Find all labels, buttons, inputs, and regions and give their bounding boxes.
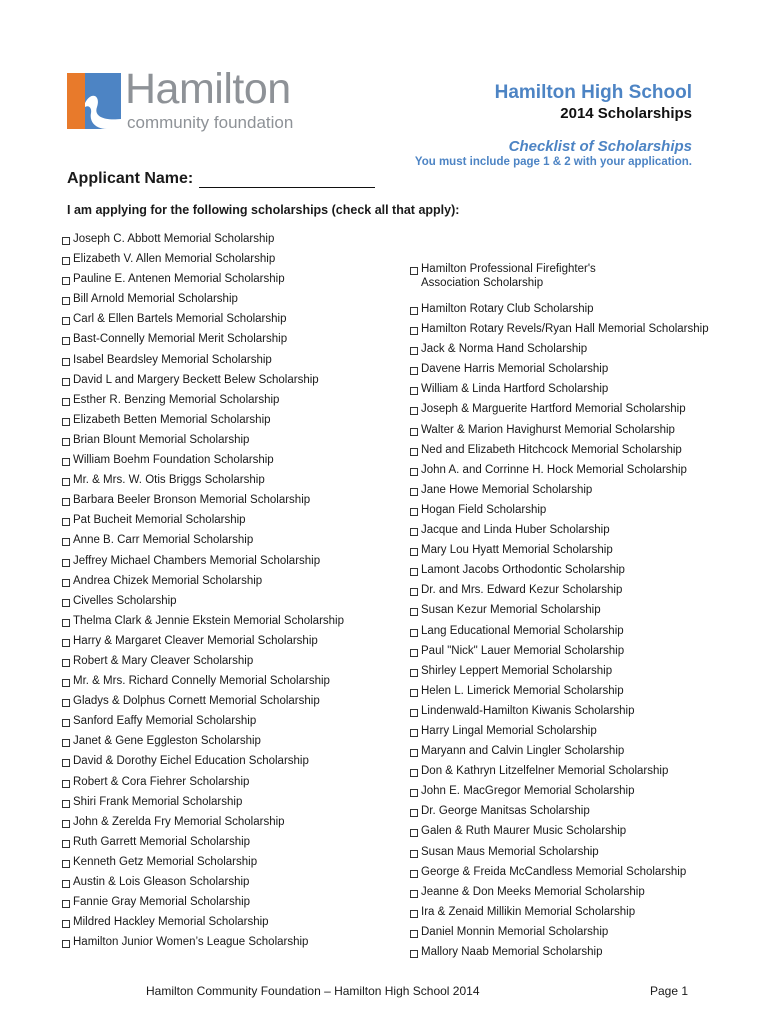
scholarship-year: 2014 Scholarships <box>560 105 692 122</box>
scholarship-label: Jeffrey Michael Chambers Memorial Scholarship <box>73 554 321 567</box>
scholarship-label: Mr. & Mrs. Richard Connelly Memorial Scholarship <box>73 675 330 688</box>
scholarship-checkbox[interactable] <box>62 739 70 747</box>
scholarship-label: Susan Maus Memorial Scholarship <box>421 845 599 858</box>
scholarship-label: Barbara Beeler Bronson Memorial Scholarship <box>73 494 311 507</box>
logo-mark-icon <box>67 73 121 129</box>
scholarship-checkbox[interactable] <box>62 559 70 567</box>
scholarship-checkbox[interactable] <box>410 689 418 697</box>
scholarship-label: Esther R. Benzing Memorial Scholarship <box>73 393 280 406</box>
scholarship-checkbox[interactable] <box>62 257 70 265</box>
scholarship-label: Ruth Garrett Memorial Scholarship <box>73 835 251 848</box>
scholarship-checkbox[interactable] <box>62 358 70 366</box>
scholarship-label: Bast-Connelly Memorial Merit Scholarship <box>73 333 288 346</box>
applicant-name-row <box>67 170 375 188</box>
scholarship-label: Isabel Beardsley Memorial Scholarship <box>73 353 272 366</box>
scholarship-checkbox[interactable] <box>410 829 418 837</box>
school-title: Hamilton High School <box>494 82 692 103</box>
scholarship-label: William Boehm Foundation Scholarship <box>73 454 274 467</box>
include-pages-note: You must include page 1 & 2 with your application. <box>414 156 692 168</box>
scholarship-checkbox[interactable] <box>62 759 70 767</box>
scholarship-checkbox[interactable] <box>410 448 418 456</box>
scholarship-label: Thelma Clark & Jennie Ekstein Memorial Scholarship <box>73 614 344 627</box>
logo-name: Hamilton <box>125 65 291 113</box>
scholarship-label: Shirley Leppert Memorial Scholarship <box>421 664 613 677</box>
scholarship-label: Lang Educational Memorial Scholarship <box>421 624 624 637</box>
scholarship-checkbox[interactable] <box>410 428 418 436</box>
scholarship-checkbox[interactable] <box>410 850 418 858</box>
scholarship-label: Dr. and Mrs. Edward Kezur Scholarship <box>421 584 623 597</box>
checklist-heading: Checklist of Scholarships <box>508 138 692 155</box>
scholarship-checkbox[interactable] <box>62 619 70 627</box>
scholarship-checkbox[interactable] <box>410 367 418 375</box>
scholarship-checkbox[interactable] <box>62 277 70 285</box>
scholarship-checkbox[interactable] <box>410 568 418 576</box>
scholarship-checkbox[interactable] <box>410 508 418 516</box>
scholarship-checkbox[interactable] <box>410 347 418 355</box>
scholarship-checkbox[interactable] <box>62 418 70 426</box>
scholarship-checkbox[interactable] <box>410 890 418 898</box>
scholarship-label: Fannie Gray Memorial Scholarship <box>73 896 251 909</box>
scholarship-label: Ned and Elizabeth Hitchcock Memorial Scholarship <box>421 443 682 456</box>
scholarship-label: Don & Kathryn Litzelfelner Memorial Scholarship <box>421 765 669 778</box>
scholarship-checkbox[interactable] <box>410 930 418 938</box>
scholarship-label: Hamilton Professional Firefighter's Association Scholarship <box>421 263 596 289</box>
scholarship-checkbox[interactable] <box>410 950 418 958</box>
scholarship-label: Hogan Field Scholarship <box>421 503 547 516</box>
scholarship-checkbox[interactable] <box>62 920 70 928</box>
scholarship-label: Jane Howe Memorial Scholarship <box>421 483 593 496</box>
scholarship-label: Paul "Nick" Lauer Memorial Scholarship <box>421 644 625 657</box>
scholarship-label: Brian Blount Memorial Scholarship <box>73 433 250 446</box>
scholarship-checkbox[interactable] <box>410 809 418 817</box>
scholarship-checkbox[interactable] <box>410 488 418 496</box>
scholarship-label: Bill Arnold Memorial Scholarship <box>73 293 238 306</box>
scholarship-label: John & Zerelda Fry Memorial Scholarship <box>73 815 285 828</box>
scholarship-label: Joseph C. Abbott Memorial Scholarship <box>73 233 275 245</box>
scholarship-checkbox[interactable] <box>62 378 70 386</box>
scholarship-label: Joseph & Marguerite Hartford Memorial Scholarship <box>421 403 686 416</box>
scholarship-label: Janet & Gene Eggleston Scholarship <box>73 735 261 748</box>
scholarship-label: Civelles Scholarship <box>73 594 177 607</box>
scholarship-label: Jacque and Linda Huber Scholarship <box>421 524 610 537</box>
scholarship-label: Andrea Chizek Memorial Scholarship <box>73 574 263 587</box>
scholarship-checkbox[interactable] <box>62 518 70 526</box>
scholarship-label: Hamilton Rotary Revels/Ryan Hall Memorial Scholarship <box>421 323 709 336</box>
scholarship-checkbox[interactable] <box>410 307 418 315</box>
scholarship-label: Davene Harris Memorial Scholarship <box>421 363 609 376</box>
scholarship-checkbox[interactable] <box>62 719 70 727</box>
scholarship-checkbox[interactable] <box>62 679 70 687</box>
scholarship-checkbox[interactable] <box>62 498 70 506</box>
scholarship-checkbox[interactable] <box>62 659 70 667</box>
scholarship-label: Daniel Monnin Memorial Scholarship <box>421 925 609 938</box>
scholarship-checkbox[interactable] <box>410 588 418 596</box>
scholarship-label: Jack & Norma Hand Scholarship <box>421 343 588 356</box>
scholarship-label: Helen L. Limerick Memorial Scholarship <box>421 684 624 697</box>
scholarship-checkbox[interactable] <box>62 699 70 707</box>
scholarship-checkbox[interactable] <box>62 860 70 868</box>
scholarship-checkbox[interactable] <box>410 749 418 757</box>
scholarship-checkbox[interactable] <box>410 669 418 677</box>
scholarship-checkbox[interactable] <box>410 789 418 797</box>
scholarship-label: Pat Bucheit Memorial Scholarship <box>73 514 246 527</box>
scholarship-checkbox[interactable] <box>62 297 70 305</box>
scholarship-label: David & Dorothy Eichel Education Scholarship <box>73 755 309 768</box>
scholarship-checkbox[interactable] <box>62 438 70 446</box>
scholarship-label: Ira & Zenaid Millikin Memorial Scholarship <box>421 905 636 918</box>
scholarship-checkbox[interactable] <box>62 337 70 345</box>
scholarship-label: Pauline E. Antenen Memorial Scholarship <box>73 273 285 286</box>
scholarship-checkbox[interactable] <box>410 870 418 878</box>
scholarship-checkbox[interactable] <box>410 709 418 717</box>
scholarship-checkbox[interactable] <box>62 780 70 788</box>
logo-subtitle: community foundation <box>127 113 294 132</box>
scholarship-label: Mallory Naab Memorial Scholarship <box>421 946 603 958</box>
footer-title: Hamilton Community Foundation – Hamilton High School 2014 <box>146 984 480 998</box>
scholarship-checkbox[interactable] <box>62 599 70 607</box>
intro-text: I am applying for the following scholarships (check all that apply): <box>67 203 460 217</box>
scholarship-label: Carl & Ellen Bartels Memorial Scholarship <box>73 313 287 326</box>
scholarship-checkbox[interactable] <box>62 940 70 948</box>
scholarship-label: Lamont Jacobs Orthodontic Scholarship <box>421 564 625 577</box>
scholarship-checkbox[interactable] <box>62 579 70 587</box>
scholarship-checkbox[interactable] <box>410 267 418 275</box>
scholarship-checkbox[interactable] <box>410 769 418 777</box>
scholarship-label: Elizabeth V. Allen Memorial Scholarship <box>73 253 276 266</box>
scholarship-label: Hamilton Rotary Club Scholarship <box>421 303 594 315</box>
scholarship-checkbox[interactable] <box>410 729 418 737</box>
scholarship-label: Mary Lou Hyatt Memorial Scholarship <box>421 544 613 557</box>
scholarship-label: Galen & Ruth Maurer Music Scholarship <box>421 825 627 838</box>
scholarship-label: Kenneth Getz Memorial Scholarship <box>73 855 258 868</box>
applicant-name-label: Applicant Name: <box>67 170 194 187</box>
scholarship-label: Maryann and Calvin Lingler Scholarship <box>421 745 625 758</box>
applicant-name-field[interactable] <box>199 171 375 188</box>
scholarship-checkbox[interactable] <box>410 649 418 657</box>
scholarship-checkbox[interactable] <box>62 478 70 486</box>
scholarship-label: David L and Margery Beckett Belew Scholarship <box>73 373 319 386</box>
scholarship-label: Walter & Marion Havighurst Memorial Scholarship <box>421 423 675 436</box>
scholarship-label: John A. and Corrinne H. Hock Memorial Scholarship <box>421 463 687 476</box>
scholarship-label: Hamilton Junior Women’s League Scholarship <box>73 936 309 949</box>
scholarship-label: Lindenwald-Hamilton Kiwanis Scholarship <box>421 704 635 717</box>
page-number: Page 1 <box>650 984 689 998</box>
scholarship-checkbox[interactable] <box>410 629 418 637</box>
scholarship-checkbox[interactable] <box>62 458 70 466</box>
scholarship-label: Elizabeth Betten Memorial Scholarship <box>73 413 271 426</box>
scholarship-checkbox[interactable] <box>62 317 70 325</box>
scholarship-checkbox[interactable] <box>62 840 70 848</box>
scholarship-checkbox[interactable] <box>410 910 418 918</box>
scholarship-checkbox[interactable] <box>410 327 418 335</box>
scholarship-label: George & Freida McCandless Memorial Scholarship <box>421 865 687 878</box>
scholarship-label: Dr. George Manitsas Scholarship <box>421 805 590 818</box>
scholarship-checkbox[interactable] <box>62 538 70 546</box>
scholarship-checkbox[interactable] <box>62 237 70 245</box>
scholarship-label: Sanford Eaffy Memorial Scholarship <box>73 715 257 728</box>
scholarship-label: Harry Lingal Memorial Scholarship <box>421 724 597 737</box>
scholarship-label: Harry & Margaret Cleaver Memorial Scholarship <box>73 634 318 647</box>
scholarship-label: Anne B. Carr Memorial Scholarship <box>73 534 254 547</box>
scholarship-label: Robert & Mary Cleaver Scholarship <box>73 654 254 667</box>
scholarship-label: Jeanne & Don Meeks Memorial Scholarship <box>421 885 645 898</box>
hamilton-logo <box>67 65 307 133</box>
scholarship-checkbox[interactable] <box>410 608 418 616</box>
scholarship-label: Mildred Hackley Memorial Scholarship <box>73 916 269 929</box>
scholarship-checkbox[interactable] <box>62 639 70 647</box>
scholarship-checkbox[interactable] <box>62 900 70 908</box>
scholarship-checkbox[interactable] <box>62 880 70 888</box>
scholarship-checkbox[interactable] <box>410 387 418 395</box>
scholarship-label: William & Linda Hartford Scholarship <box>421 383 609 396</box>
scholarship-checkbox[interactable] <box>62 800 70 808</box>
scholarship-checkbox[interactable] <box>410 407 418 415</box>
scholarship-label: Robert & Cora Fiehrer Scholarship <box>73 775 250 788</box>
scholarship-checkbox[interactable] <box>62 398 70 406</box>
scholarship-checkbox[interactable] <box>62 820 70 828</box>
scholarship-label: Susan Kezur Memorial Scholarship <box>421 604 601 617</box>
scholarship-label: Gladys & Dolphus Cornett Memorial Scholarship <box>73 695 320 708</box>
scholarship-label: Shiri Frank Memorial Scholarship <box>73 795 243 808</box>
scholarship-checkbox[interactable] <box>410 548 418 556</box>
scholarship-label: Austin & Lois Gleason Scholarship <box>73 876 250 888</box>
scholarship-checkbox[interactable] <box>410 528 418 536</box>
scholarship-checkbox[interactable] <box>410 468 418 476</box>
scholarship-label: Mr. & Mrs. W. Otis Briggs Scholarship <box>73 474 265 487</box>
scholarship-label: John E. MacGregor Memorial Scholarship <box>421 785 635 798</box>
